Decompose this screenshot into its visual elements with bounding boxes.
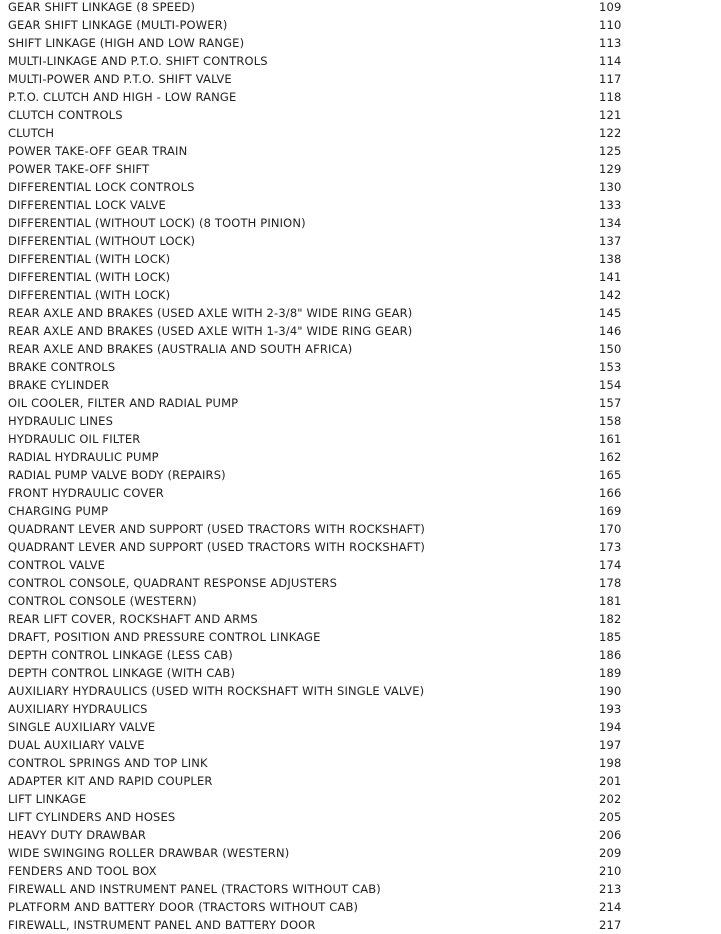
toc-entry-title[interactable]: DRAFT, POSITION AND PRESSURE CONTROL LINKAGE xyxy=(8,630,321,644)
toc-row[interactable] xyxy=(0,70,721,88)
toc-entry-title[interactable]: HEAVY DUTY DRAWBAR xyxy=(8,828,147,842)
toc-entry-title[interactable]: RADIAL HYDRAULIC PUMP xyxy=(8,450,159,464)
toc-entry-title[interactable]: DIFFERENTIAL (WITH LOCK) xyxy=(8,288,171,302)
toc-row[interactable] xyxy=(0,880,721,898)
toc-row[interactable] xyxy=(0,250,721,268)
toc-row[interactable] xyxy=(0,124,721,142)
toc-page-number: 145 xyxy=(599,306,622,320)
toc-page-number: 165 xyxy=(599,468,622,482)
toc-page-number: 154 xyxy=(599,378,622,392)
toc-entry-title[interactable]: DIFFERENTIAL (WITH LOCK) xyxy=(8,252,171,266)
toc-entry-title[interactable]: CLUTCH CONTROLS xyxy=(8,108,123,122)
toc-row[interactable] xyxy=(0,538,721,556)
toc-page-number: 161 xyxy=(599,432,622,446)
toc-row[interactable] xyxy=(0,304,721,322)
toc-row[interactable] xyxy=(0,16,721,34)
toc-page-number: 134 xyxy=(599,216,622,230)
toc-row[interactable] xyxy=(0,268,721,286)
toc-row[interactable] xyxy=(0,142,721,160)
toc-row[interactable] xyxy=(0,556,721,574)
toc-entry-title[interactable]: CHARGING PUMP xyxy=(8,504,109,518)
toc-row[interactable] xyxy=(0,772,721,790)
toc-page-number: 166 xyxy=(599,486,622,500)
toc-page-number: 157 xyxy=(599,396,622,410)
toc-entry-title[interactable]: QUADRANT LEVER AND SUPPORT (USED TRACTORS WITH ROCKSHAFT) xyxy=(8,522,426,536)
toc-entry-title[interactable]: REAR AXLE AND BRAKES (USED AXLE WITH 1-3/4" WIDE RING GEAR) xyxy=(8,324,413,338)
toc-row[interactable] xyxy=(0,214,721,232)
toc-entry-title[interactable]: FENDERS AND TOOL BOX xyxy=(8,864,157,878)
toc-entry-title[interactable]: DIFFERENTIAL LOCK VALVE xyxy=(8,198,166,212)
toc-page-number: 201 xyxy=(599,774,622,788)
toc-entry-title[interactable]: REAR LIFT COVER, ROCKSHAFT AND ARMS xyxy=(8,612,258,626)
toc-entry-title[interactable]: PLATFORM AND BATTERY DOOR (TRACTORS WITHOUT CAB) xyxy=(8,900,359,914)
toc-page-number: 205 xyxy=(599,810,622,824)
toc-entry-title[interactable]: POWER TAKE-OFF GEAR TRAIN xyxy=(8,144,188,158)
toc-entry-title[interactable]: REAR AXLE AND BRAKES (AUSTRALIA AND SOUTH AFRICA) xyxy=(8,342,353,356)
toc-row[interactable] xyxy=(0,718,721,736)
toc-row[interactable] xyxy=(0,700,721,718)
toc-entry-title[interactable]: BRAKE CYLINDER xyxy=(8,378,110,392)
toc-row[interactable] xyxy=(0,376,721,394)
toc-row[interactable] xyxy=(0,466,721,484)
toc-row[interactable] xyxy=(0,484,721,502)
toc-entry-title[interactable]: LIFT LINKAGE xyxy=(8,792,87,806)
toc-entry-title[interactable]: ADAPTER KIT AND RAPID COUPLER xyxy=(8,774,213,788)
toc-entry-title[interactable]: CONTROL CONSOLE, QUADRANT RESPONSE ADJUSTERS xyxy=(8,576,338,590)
toc-entry-title[interactable]: DIFFERENTIAL (WITHOUT LOCK) (8 TOOTH PINION) xyxy=(8,216,306,230)
toc-entry-title[interactable]: MULTI-POWER AND P.T.O. SHIFT VALVE xyxy=(8,72,232,86)
toc-row[interactable] xyxy=(0,790,721,808)
toc-row[interactable] xyxy=(0,592,721,610)
toc-page-number: 158 xyxy=(599,414,622,428)
toc-row[interactable] xyxy=(0,574,721,592)
toc-entry-title[interactable]: LIFT CYLINDERS AND HOSES xyxy=(8,810,176,824)
toc-page-number: 214 xyxy=(599,900,622,914)
toc-page-number: 162 xyxy=(599,450,622,464)
toc-page-number: 198 xyxy=(599,756,622,770)
toc-page-number: 129 xyxy=(599,162,622,176)
toc-row[interactable] xyxy=(0,808,721,826)
toc-row[interactable] xyxy=(0,610,721,628)
toc-page-number: 117 xyxy=(599,72,622,86)
toc-page-number: 169 xyxy=(599,504,622,518)
toc-page-number: 130 xyxy=(599,180,622,194)
toc-row[interactable] xyxy=(0,826,721,844)
toc-row[interactable] xyxy=(0,916,721,934)
toc-page-number: 210 xyxy=(599,864,622,878)
toc-page-number: 114 xyxy=(599,54,622,68)
toc-page-number: 142 xyxy=(599,288,622,302)
toc-page-number: 170 xyxy=(599,522,622,536)
toc-row[interactable] xyxy=(0,88,721,106)
toc-row[interactable] xyxy=(0,0,721,16)
toc-page-number: 133 xyxy=(599,198,622,212)
toc-row[interactable] xyxy=(0,52,721,70)
toc-entry-title[interactable]: MULTI-LINKAGE AND P.T.O. SHIFT CONTROLS xyxy=(8,54,268,68)
toc-entry-title[interactable]: DUAL AUXILIARY VALVE xyxy=(8,738,145,752)
toc-row[interactable] xyxy=(0,862,721,880)
toc-entry-title[interactable]: DIFFERENTIAL (WITH LOCK) xyxy=(8,270,171,284)
toc-page-number: 109 xyxy=(599,0,622,14)
toc-entry-title[interactable]: CLUTCH xyxy=(8,126,55,140)
toc-entry-title[interactable]: POWER TAKE-OFF SHIFT xyxy=(8,162,150,176)
toc-row[interactable] xyxy=(0,412,721,430)
toc-page-number: 137 xyxy=(599,234,622,248)
toc-row[interactable] xyxy=(0,196,721,214)
toc-entry-title[interactable]: P.T.O. CLUTCH AND HIGH - LOW RANGE xyxy=(8,90,237,104)
toc-row[interactable] xyxy=(0,178,721,196)
toc-page-number: 138 xyxy=(599,252,622,266)
toc-row[interactable] xyxy=(0,682,721,700)
toc-entry-title[interactable]: DIFFERENTIAL LOCK CONTROLS xyxy=(8,180,195,194)
toc-entry-title[interactable]: WIDE SWINGING ROLLER DRAWBAR (WESTERN) xyxy=(8,846,290,860)
toc-row[interactable] xyxy=(0,394,721,412)
toc-entry-title[interactable]: BRAKE CONTROLS xyxy=(8,360,116,374)
toc-page-number: 209 xyxy=(599,846,622,860)
toc-entry-title[interactable]: SHIFT LINKAGE (HIGH AND LOW RANGE) xyxy=(8,36,245,50)
toc-page-number: 189 xyxy=(599,666,622,680)
toc-entry-title[interactable]: CONTROL SPRINGS AND TOP LINK xyxy=(8,756,208,770)
toc-page-number: 113 xyxy=(599,36,622,50)
toc-row[interactable] xyxy=(0,322,721,340)
toc-page-number: 194 xyxy=(599,720,622,734)
toc-page-number: 122 xyxy=(599,126,622,140)
toc-row[interactable] xyxy=(0,844,721,862)
toc-row[interactable] xyxy=(0,646,721,664)
toc-entry-title[interactable]: FIREWALL AND INSTRUMENT PANEL (TRACTORS WITHOUT CAB) xyxy=(8,882,381,896)
toc-row[interactable] xyxy=(0,358,721,376)
toc-row[interactable] xyxy=(0,34,721,52)
toc-entry-title[interactable]: AUXILIARY HYDRAULICS xyxy=(8,702,148,716)
toc-page-number: 118 xyxy=(599,90,622,104)
toc-entry-title[interactable]: GEAR SHIFT LINKAGE (8 SPEED) xyxy=(8,0,196,14)
toc-row[interactable] xyxy=(0,448,721,466)
toc-page-number: 186 xyxy=(599,648,622,662)
toc-entry-title[interactable]: HYDRAULIC LINES xyxy=(8,414,114,428)
toc-page-number: 193 xyxy=(599,702,622,716)
toc-row[interactable] xyxy=(0,286,721,304)
toc-page-number: 202 xyxy=(599,792,622,806)
toc-entry-title[interactable]: SINGLE AUXILIARY VALVE xyxy=(8,720,156,734)
toc-row[interactable] xyxy=(0,754,721,772)
toc-row[interactable] xyxy=(0,430,721,448)
toc-row[interactable] xyxy=(0,340,721,358)
toc-row[interactable] xyxy=(0,520,721,538)
toc-page-number: 146 xyxy=(599,324,622,338)
toc-entry-title[interactable]: DIFFERENTIAL (WITHOUT LOCK) xyxy=(8,234,196,248)
toc-page-number: 125 xyxy=(599,144,622,158)
toc-row[interactable] xyxy=(0,664,721,682)
toc-entry-title[interactable]: FRONT HYDRAULIC COVER xyxy=(8,486,164,500)
toc-page-number: 173 xyxy=(599,540,622,554)
toc-page-number: 153 xyxy=(599,360,622,374)
toc-page-number: 141 xyxy=(599,270,622,284)
toc-row[interactable] xyxy=(0,628,721,646)
toc-page-number: 213 xyxy=(599,882,622,896)
toc-entry-title[interactable]: QUADRANT LEVER AND SUPPORT (USED TRACTORS WITH ROCKSHAFT) xyxy=(8,540,426,554)
toc-entry-title[interactable]: AUXILIARY HYDRAULICS (USED WITH ROCKSHAFT WITH SINGLE VALVE) xyxy=(8,684,425,698)
toc-page-number: 181 xyxy=(599,594,622,608)
toc-entry-title[interactable]: OIL COOLER, FILTER AND RADIAL PUMP xyxy=(8,396,239,410)
toc-entry-title[interactable]: RADIAL PUMP VALVE BODY (REPAIRS) xyxy=(8,468,226,482)
toc-row[interactable] xyxy=(0,106,721,124)
toc-row[interactable] xyxy=(0,502,721,520)
toc-entry-title[interactable]: DEPTH CONTROL LINKAGE (LESS CAB) xyxy=(8,648,233,662)
toc-page-number: 190 xyxy=(599,684,622,698)
toc-row[interactable] xyxy=(0,898,721,916)
toc-entry-title[interactable]: FIREWALL, INSTRUMENT PANEL AND BATTERY DOOR xyxy=(8,918,316,932)
toc-page-number: 178 xyxy=(599,576,622,590)
toc-page-number: 121 xyxy=(599,108,622,122)
toc-entry-title[interactable]: DEPTH CONTROL LINKAGE (WITH CAB) xyxy=(8,666,236,680)
toc-row[interactable] xyxy=(0,736,721,754)
toc-entry-title[interactable]: CONTROL CONSOLE (WESTERN) xyxy=(8,594,197,608)
toc-entry-title[interactable]: HYDRAULIC OIL FILTER xyxy=(8,432,141,446)
toc-entry-title[interactable]: CONTROL VALVE xyxy=(8,558,106,572)
toc-page-number: 150 xyxy=(599,342,622,356)
toc-entry-title[interactable]: REAR AXLE AND BRAKES (USED AXLE WITH 2-3/8" WIDE RING GEAR) xyxy=(8,306,413,320)
toc-page-number: 110 xyxy=(599,18,622,32)
toc-row[interactable] xyxy=(0,232,721,250)
toc-page-number: 174 xyxy=(599,558,622,572)
toc-page-number: 182 xyxy=(599,612,622,626)
toc-row[interactable] xyxy=(0,160,721,178)
toc-page-number: 217 xyxy=(599,918,622,932)
toc-entry-title[interactable]: GEAR SHIFT LINKAGE (MULTI-POWER) xyxy=(8,18,228,32)
toc-page-number: 206 xyxy=(599,828,622,842)
toc-page-number: 197 xyxy=(599,738,622,752)
toc-page-number: 185 xyxy=(599,630,622,644)
